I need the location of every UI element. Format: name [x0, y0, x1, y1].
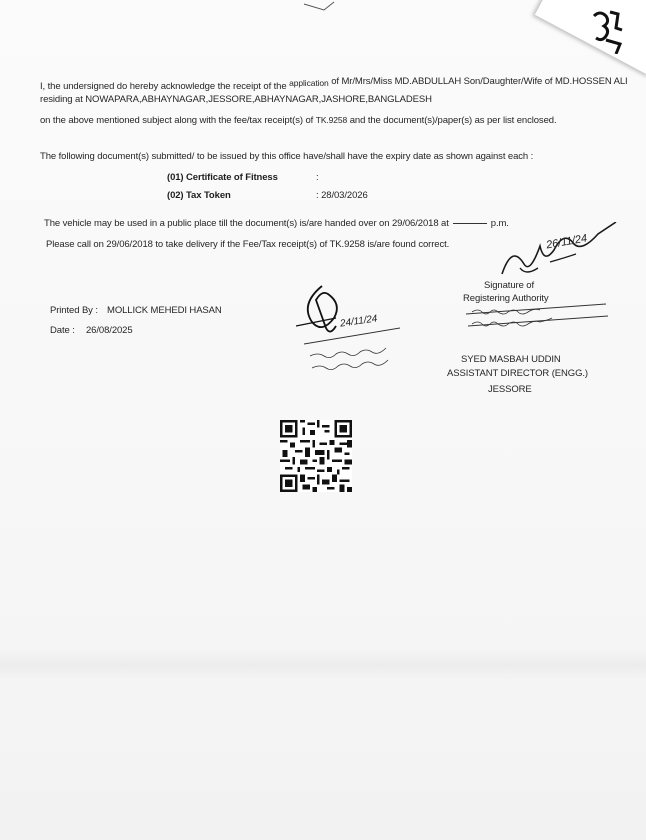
- print-date-label: Date :: [50, 325, 75, 336]
- documents-intro: The following document(s) submitted/ to be issued by this office have/shall have the expiry date as shown against each :: [40, 151, 534, 162]
- document-item-expiry: :: [316, 172, 319, 183]
- receipt-line-2: residing at NOWAPARA,ABHAYNAGAR,JESSORE,ABHAYNAGAR,JASHORE,BANGLADESH: [40, 94, 432, 105]
- fold-shadow: [0, 650, 646, 680]
- authority-sign-date: 26/11/24: [545, 232, 588, 252]
- authority-seal-icon: [462, 296, 612, 332]
- application-word: application: [289, 78, 329, 88]
- authority-name: SYED MASBAH UDDIN: [461, 354, 561, 365]
- authority-location: JESSORE: [488, 384, 532, 395]
- receipt-line-1-text: I, the undersigned do hereby acknowledge the receipt of the: [40, 81, 287, 92]
- vehicle-usage-line: [44, 218, 509, 229]
- document-item-label: (02) Tax Token: [167, 190, 231, 201]
- receipt-line-3-text: on the above mentioned subject along with the fee/tax receipt(s) of: [40, 115, 314, 126]
- receipt-line-3: [40, 115, 556, 126]
- document-item-expiry: : 28/03/2026: [316, 190, 368, 201]
- document-item-label: (01) Certificate of Fitness: [167, 172, 278, 183]
- scan-mark-icon: [300, 0, 340, 20]
- time-blank: [453, 223, 487, 224]
- printed-by-label: Printed By :: [50, 305, 98, 316]
- authority-title: ASSISTANT DIRECTOR (ENGG.): [447, 368, 588, 379]
- applicant-details: of Mr/Mrs/Miss MD.ABDULLAH Son/Daughter/Wife of MD.HOSSEN ALI: [331, 76, 628, 87]
- print-date-value: 26/08/2025: [86, 325, 133, 336]
- receipt-line-3-end: and the document(s)/paper(s) as per list enclosed.: [349, 115, 557, 126]
- printed-by-value: MOLLICK MEHEDI HASAN: [107, 305, 222, 316]
- qr-code-icon: [280, 420, 352, 492]
- officer-sign-date: 24/11/24: [339, 313, 378, 330]
- registering-authority-label: Registering Authority: [463, 293, 549, 304]
- pm-text: p.m.: [490, 218, 509, 229]
- fee-amount: TK.9258: [315, 115, 348, 125]
- receipt-line-1: [40, 76, 628, 92]
- signature-of-label: Signature of: [484, 280, 535, 291]
- delivery-line: Please call on 29/06/2018 to take delivery if the Fee/Tax receipt(s) of TK.9258 is/are found correct.: [46, 239, 450, 250]
- vehicle-usage-text: The vehicle may be used in a public place till the document(s) is/are handed over on 29/06/2018 at: [44, 218, 449, 229]
- corner-stamp-fragment-icon: [586, 6, 626, 54]
